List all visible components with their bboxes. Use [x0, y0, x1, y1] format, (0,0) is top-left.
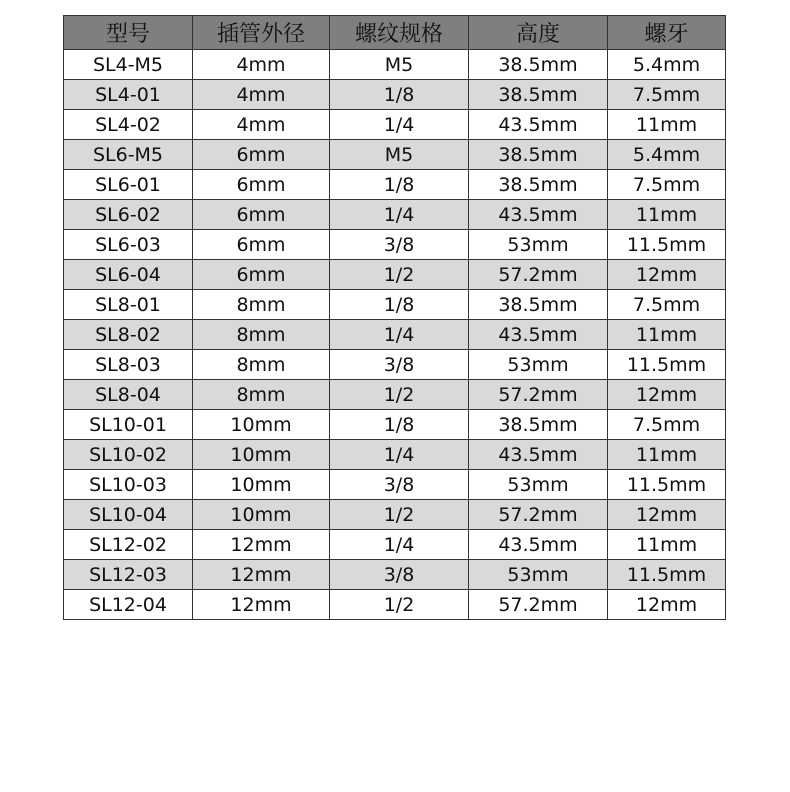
header-cell-tube-od: 插管外径: [193, 16, 330, 50]
cell-thread-spec: 1/8: [330, 170, 469, 200]
table-row: [64, 560, 726, 590]
header-cell-thread-length: 螺牙: [608, 16, 726, 50]
spec-table: [63, 15, 726, 620]
cell-tube-od: 4mm: [193, 50, 330, 80]
cell-thread-length: 12mm: [608, 500, 726, 530]
cell-model: SL6-03: [64, 230, 193, 260]
cell-thread-spec: 1/4: [330, 530, 469, 560]
cell-height: 57.2mm: [469, 500, 608, 530]
table-row: [64, 230, 726, 260]
table-row: [64, 380, 726, 410]
cell-tube-od: 12mm: [193, 560, 330, 590]
cell-thread-spec: 3/8: [330, 470, 469, 500]
cell-thread-length: 11.5mm: [608, 350, 726, 380]
cell-thread-spec: 1/8: [330, 80, 469, 110]
cell-thread-spec: 1/2: [330, 590, 469, 620]
cell-thread-spec: 1/2: [330, 500, 469, 530]
cell-model: SL12-03: [64, 560, 193, 590]
cell-thread-spec: 1/4: [330, 320, 469, 350]
cell-model: SL6-02: [64, 200, 193, 230]
cell-model: SL8-02: [64, 320, 193, 350]
cell-tube-od: 8mm: [193, 380, 330, 410]
cell-tube-od: 6mm: [193, 200, 330, 230]
cell-height: 43.5mm: [469, 200, 608, 230]
cell-thread-length: 7.5mm: [608, 410, 726, 440]
cell-height: 38.5mm: [469, 290, 608, 320]
cell-thread-length: 7.5mm: [608, 80, 726, 110]
cell-height: 43.5mm: [469, 440, 608, 470]
header-row: [64, 16, 726, 50]
table-body: [64, 50, 726, 620]
cell-thread-spec: M5: [330, 140, 469, 170]
cell-height: 57.2mm: [469, 380, 608, 410]
cell-thread-spec: 1/8: [330, 290, 469, 320]
cell-model: SL10-02: [64, 440, 193, 470]
cell-tube-od: 4mm: [193, 110, 330, 140]
cell-tube-od: 8mm: [193, 290, 330, 320]
cell-thread-length: 11mm: [608, 530, 726, 560]
table-row: [64, 530, 726, 560]
cell-height: 57.2mm: [469, 590, 608, 620]
table-row: [64, 440, 726, 470]
cell-height: 53mm: [469, 350, 608, 380]
cell-model: SL6-04: [64, 260, 193, 290]
cell-model: SL4-M5: [64, 50, 193, 80]
cell-thread-length: 7.5mm: [608, 290, 726, 320]
cell-thread-spec: 1/4: [330, 200, 469, 230]
cell-model: SL6-M5: [64, 140, 193, 170]
table-row: [64, 170, 726, 200]
cell-model: SL12-02: [64, 530, 193, 560]
cell-tube-od: 10mm: [193, 410, 330, 440]
table-row: [64, 50, 726, 80]
table-row: [64, 110, 726, 140]
cell-height: 57.2mm: [469, 260, 608, 290]
cell-thread-spec: 3/8: [330, 560, 469, 590]
cell-thread-length: 11mm: [608, 440, 726, 470]
table-row: [64, 470, 726, 500]
cell-model: SL6-01: [64, 170, 193, 200]
table-row: [64, 290, 726, 320]
cell-tube-od: 6mm: [193, 230, 330, 260]
cell-thread-spec: 1/4: [330, 440, 469, 470]
table-header: [64, 16, 726, 50]
cell-thread-length: 5.4mm: [608, 50, 726, 80]
header-cell-model: 型号: [64, 16, 193, 50]
cell-tube-od: 8mm: [193, 320, 330, 350]
cell-thread-spec: 3/8: [330, 350, 469, 380]
cell-model: SL8-01: [64, 290, 193, 320]
cell-model: SL10-03: [64, 470, 193, 500]
table-row: [64, 590, 726, 620]
table-row: [64, 320, 726, 350]
table-row: [64, 350, 726, 380]
cell-tube-od: 12mm: [193, 590, 330, 620]
cell-height: 38.5mm: [469, 50, 608, 80]
cell-thread-spec: 1/8: [330, 410, 469, 440]
cell-model: SL10-04: [64, 500, 193, 530]
cell-tube-od: 6mm: [193, 260, 330, 290]
cell-tube-od: 6mm: [193, 140, 330, 170]
cell-thread-length: 11.5mm: [608, 230, 726, 260]
cell-height: 38.5mm: [469, 170, 608, 200]
cell-thread-length: 11.5mm: [608, 470, 726, 500]
table-row: [64, 140, 726, 170]
cell-thread-length: 11mm: [608, 110, 726, 140]
cell-thread-spec: 1/2: [330, 380, 469, 410]
cell-tube-od: 4mm: [193, 80, 330, 110]
cell-tube-od: 10mm: [193, 500, 330, 530]
cell-model: SL12-04: [64, 590, 193, 620]
cell-tube-od: 8mm: [193, 350, 330, 380]
cell-thread-spec: 3/8: [330, 230, 469, 260]
cell-height: 53mm: [469, 230, 608, 260]
cell-height: 43.5mm: [469, 320, 608, 350]
cell-model: SL8-04: [64, 380, 193, 410]
cell-height: 53mm: [469, 470, 608, 500]
cell-thread-length: 11mm: [608, 200, 726, 230]
cell-tube-od: 10mm: [193, 470, 330, 500]
cell-height: 53mm: [469, 560, 608, 590]
cell-height: 38.5mm: [469, 140, 608, 170]
table-row: [64, 260, 726, 290]
cell-thread-spec: 1/2: [330, 260, 469, 290]
cell-thread-spec: 1/4: [330, 110, 469, 140]
cell-thread-spec: M5: [330, 50, 469, 80]
cell-model: SL4-01: [64, 80, 193, 110]
cell-model: SL8-03: [64, 350, 193, 380]
cell-thread-length: 11.5mm: [608, 560, 726, 590]
table-row: [64, 80, 726, 110]
table-row: [64, 500, 726, 530]
cell-tube-od: 6mm: [193, 170, 330, 200]
cell-height: 38.5mm: [469, 80, 608, 110]
header-cell-height: 高度: [469, 16, 608, 50]
cell-tube-od: 12mm: [193, 530, 330, 560]
cell-thread-length: 12mm: [608, 590, 726, 620]
cell-model: SL10-01: [64, 410, 193, 440]
cell-height: 43.5mm: [469, 110, 608, 140]
table-row: [64, 410, 726, 440]
cell-height: 38.5mm: [469, 410, 608, 440]
cell-thread-length: 12mm: [608, 260, 726, 290]
header-cell-thread-spec: 螺纹规格: [330, 16, 469, 50]
cell-height: 43.5mm: [469, 530, 608, 560]
cell-model: SL4-02: [64, 110, 193, 140]
cell-tube-od: 10mm: [193, 440, 330, 470]
cell-thread-length: 7.5mm: [608, 170, 726, 200]
cell-thread-length: 12mm: [608, 380, 726, 410]
cell-thread-length: 5.4mm: [608, 140, 726, 170]
cell-thread-length: 11mm: [608, 320, 726, 350]
table-row: [64, 200, 726, 230]
